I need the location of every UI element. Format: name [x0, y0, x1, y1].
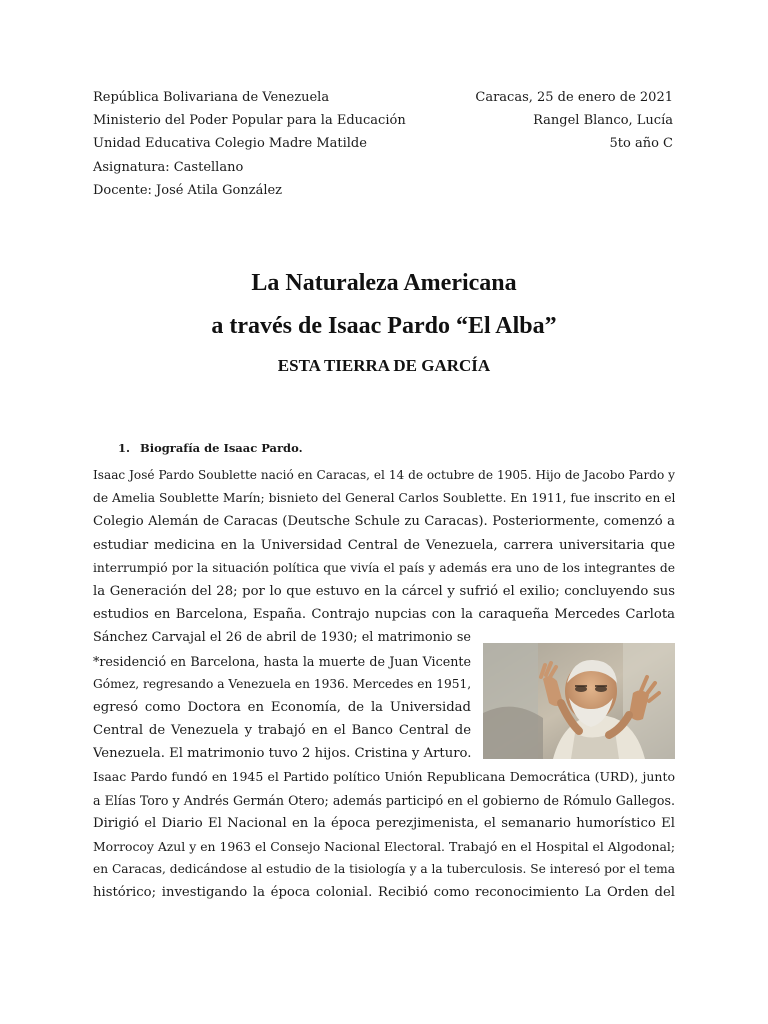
paragraph-line: egresó como Doctora en Economía, de la Universidad [93, 699, 471, 715]
paragraph-line: estudios en Barcelona, España. Contrajo nupcias con la caraqueña Mercedes Carlota [93, 607, 675, 623]
header-row-1 [93, 86, 673, 109]
paragraph-line: Morrocoy Azul y en 1963 el Consejo Nacional Electoral. Trabajó en el Hospital el Algodonal; [93, 839, 675, 854]
header-country: República Bolivariana de Venezuela [93, 90, 330, 105]
paragraph-line: Gómez, regresando a Venezuela en 1936. Mercedes en 1951, [93, 676, 471, 691]
header-teacher: Docente: José Atila González [93, 182, 283, 198]
portrait-photo [483, 643, 675, 759]
paragraph-line: *residenció en Barcelona, hasta la muerte de Juan Vicente [93, 653, 471, 669]
paragraph-line: Central de Venezuela y trabajó en el Banco Central de [93, 723, 471, 739]
paragraph-line: histórico; investigando la época colonial. Recibió como reconocimiento La Orden del [93, 885, 675, 901]
header-row-5 [93, 179, 673, 202]
paragraph-line: en Caracas, dedicándose al estudio de la tisiología y a la tuberculosis. Se interesó por el tema [93, 862, 675, 877]
paragraph-line: Isaac Pardo fundó en 1945 el Partido político Unión Republicana Democrática (URD), junto [93, 769, 675, 785]
document-subtitle: ESTA TIERRA DE GARCÍA [277, 356, 491, 375]
header-school: Unidad Educativa Colegio Madre Matilde [93, 136, 367, 152]
section-heading-text: Biografía de Isaac Pardo. [140, 441, 303, 455]
paragraph-line: la Generación del 28; por lo que estuvo en la cárcel y sufrió el exilio; concluyendo sus [93, 583, 675, 599]
paragraph-line: de Amelia Soublette Marín; bisnieto del General Carlos Soublette. En 1911, fue inscrito en el [93, 491, 675, 506]
document-header [93, 86, 673, 202]
section-number: 1. [118, 441, 131, 455]
paragraph-line: Isaac José Pardo Soublette nació en Caracas, el 14 de octubre de 1905. Hijo de Jacobo Pardo y [93, 468, 675, 482]
paragraph-line: Dirigió el Diario El Nacional en la época perezjimenista, el semanario humorístico El [93, 815, 675, 831]
header-student-name: Rangel Blanco, Lucía [533, 113, 673, 129]
header-row-2 [93, 109, 673, 132]
header-row-3 [93, 132, 673, 155]
paragraph-line: a Elías Toro y Andrés Germán Otero; además participó en el gobierno de Rómulo Gallegos. [93, 792, 675, 808]
header-row-4 [93, 156, 673, 179]
header-grade: 5to año C [609, 136, 673, 152]
paragraph-line: estudiar medicina en la Universidad Central de Venezuela, carrera universitaria que [93, 537, 675, 553]
paragraph-line: Sánchez Carvajal el 26 de abril de 1930; el matrimonio se [93, 630, 471, 646]
paragraph-line: Venezuela. El matrimonio tuvo 2 hijos. Cristina y Arturo. [93, 746, 471, 762]
header-ministry: Ministerio del Poder Popular para la Educación [93, 113, 406, 129]
document-title-line-2: a través de Isaac Pardo “El Alba” [211, 313, 557, 339]
header-date: Caracas, 25 de enero de 2021 [475, 90, 673, 105]
section-heading [118, 441, 303, 455]
portrait-illustration [483, 643, 675, 759]
header-subject: Asignatura: Castellano [93, 159, 244, 175]
document-title-line-1: La Naturaleza Americana [251, 270, 517, 296]
paragraph-line: interrumpió por la situación política que vivía el país y además era uno de los integrantes de [93, 560, 675, 575]
paragraph-line: Colegio Alemán de Caracas (Deutsche Schule zu Caracas). Posteriormente, comenzó a [93, 514, 675, 530]
